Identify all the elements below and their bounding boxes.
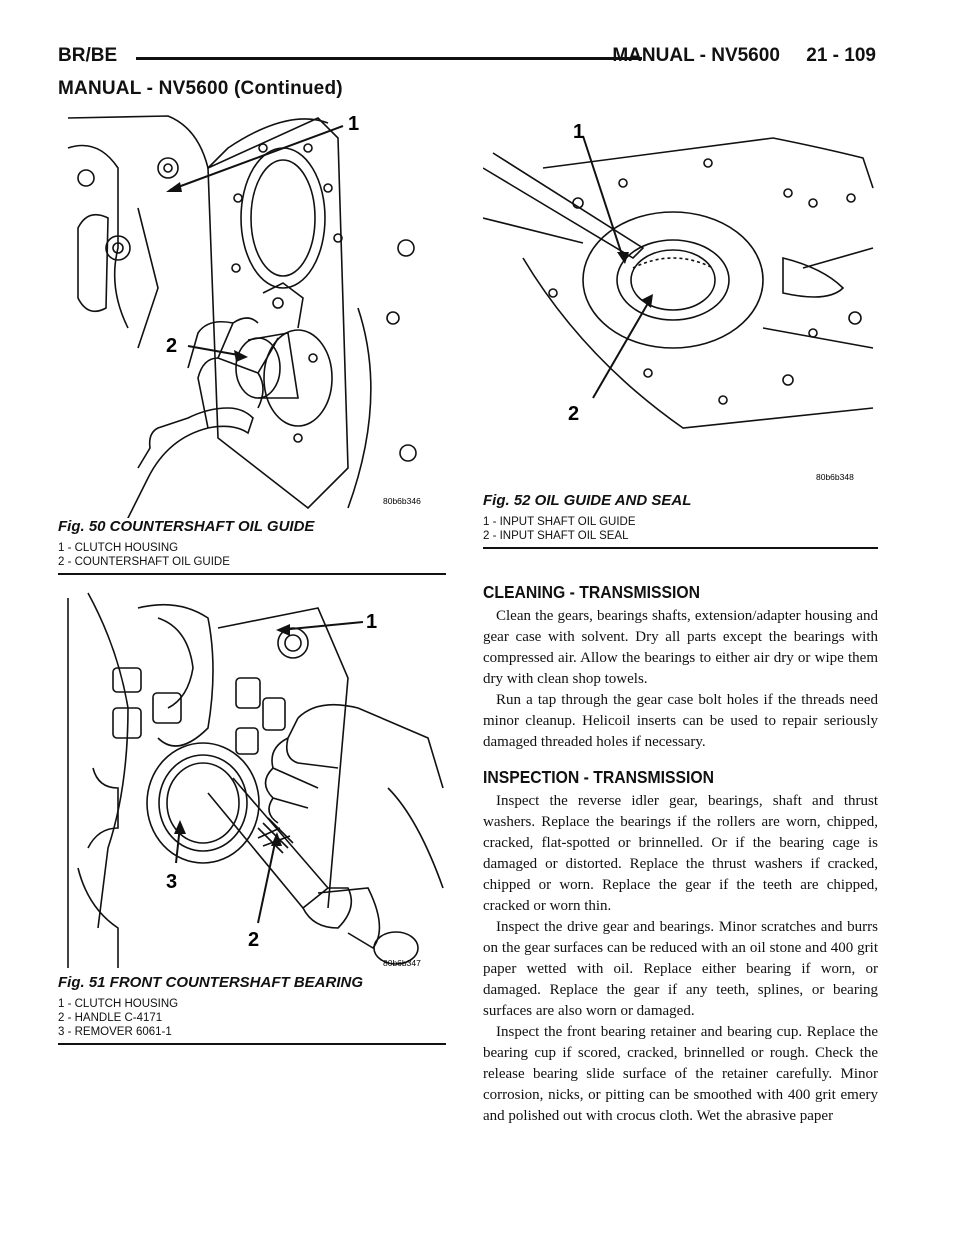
figure-52-caption-2: 2 - INPUT SHAFT OIL SEAL	[483, 530, 629, 542]
figure-50-caption-1: 1 - CLUTCH HOUSING	[58, 542, 179, 554]
cleaning-paragraph-2: Run a tap through the gear case bolt holes if the threads need minor cleanup. Helicoil inserts can be used to repair seriously damaged threaded holes if necessary.	[483, 692, 878, 750]
figure-51-caption-2: 2 - HANDLE C-4171	[58, 1012, 163, 1024]
figure-51-callout-1: 1	[366, 611, 378, 633]
figure-50-code: 80b6b346	[383, 496, 421, 506]
text-column	[483, 582, 878, 1127]
figure-50-caption-2: 2 - COUNTERSHAFT OIL GUIDE	[58, 556, 230, 568]
figure-52-callout-2: 2	[568, 403, 580, 425]
figure-52-rule	[483, 547, 878, 549]
running-header-right: MANUAL - NV5600 21 - 109	[612, 45, 876, 66]
figure-51-callout-3: 3	[166, 871, 178, 893]
inspection-paragraph-2: Inspect the drive gear and bearings. Minor scratches and burrs on the gear surfaces can be reduced with an oil stone and 400 grit paper wetted with oil. Replace either bearing if worn, or damaged. Replace the gear if any teeth, splines, or bearing surfaces are also worn or damaged.	[483, 919, 878, 1019]
figure-50-illustration	[58, 108, 446, 518]
figure-51-caption-3: 3 - REMOVER 6061-1	[58, 1026, 172, 1038]
figure-50-callout-1: 1	[348, 113, 360, 135]
figure-51-callout-2: 2	[248, 929, 260, 951]
figure-51-illustration	[58, 588, 446, 974]
inspection-paragraph-1: Inspect the reverse idler gear, bearings, shaft and thrust washers. Replace the bearings if the rollers are worn, chipped, cracked, flat-spotted or brinnelled. Or if the bearing cage is damaged or distorted. Replace the thrust washers if cracked, chipped or worn. Replace the gear if the teeth are chipped, cracked or worn thin.	[483, 793, 878, 914]
section-heading: MANUAL - NV5600 (Continued)	[58, 78, 343, 99]
inspection-paragraph-3: Inspect the front bearing retainer and bearing cup. Replace the bearing cup if scored, cracked, brinnelled or rough. Check the release bearing slide surface of the retainer carefully. Minor corrosion, nicks, or pitting can be smoothed with 400 grit emery and polished out with crocus cloth. Wet the abrasive paper	[483, 1024, 878, 1124]
inspection-heading: INSPECTION - TRANSMISSION	[483, 767, 715, 787]
figure-50-title: Fig. 50 COUNTERSHAFT OIL GUIDE	[58, 518, 315, 535]
figure-52	[483, 108, 878, 549]
figure-51-title: Fig. 51 FRONT COUNTERSHAFT BEARING	[58, 974, 364, 991]
cleaning-heading: CLEANING - TRANSMISSION	[483, 582, 701, 602]
figure-51-code: 80b6b347	[383, 958, 421, 968]
figure-52-title: Fig. 52 OIL GUIDE AND SEAL	[483, 492, 692, 509]
figure-52-callout-1: 1	[573, 121, 585, 143]
figure-52-code: 80b6b348	[816, 472, 854, 482]
figure-51-rule	[58, 1043, 446, 1045]
figure-51-caption-1: 1 - CLUTCH HOUSING	[58, 998, 179, 1010]
figure-52-caption-1: 1 - INPUT SHAFT OIL GUIDE	[483, 516, 636, 528]
running-header-left: BR/BE	[58, 45, 118, 66]
figure-52-illustration	[483, 108, 878, 492]
cleaning-paragraph-1: Clean the gears, bearings shafts, extension/adapter housing and gear case with solvent. Dry all parts except the bearings with compressed air. Allow the bearings to either air dry or wipe them dry with clean shop towels.	[483, 608, 878, 687]
header-rule	[136, 57, 642, 60]
figure-50-rule	[58, 573, 446, 575]
figure-51	[58, 588, 446, 1045]
figure-50	[58, 108, 446, 575]
figure-50-callout-2: 2	[166, 335, 178, 357]
